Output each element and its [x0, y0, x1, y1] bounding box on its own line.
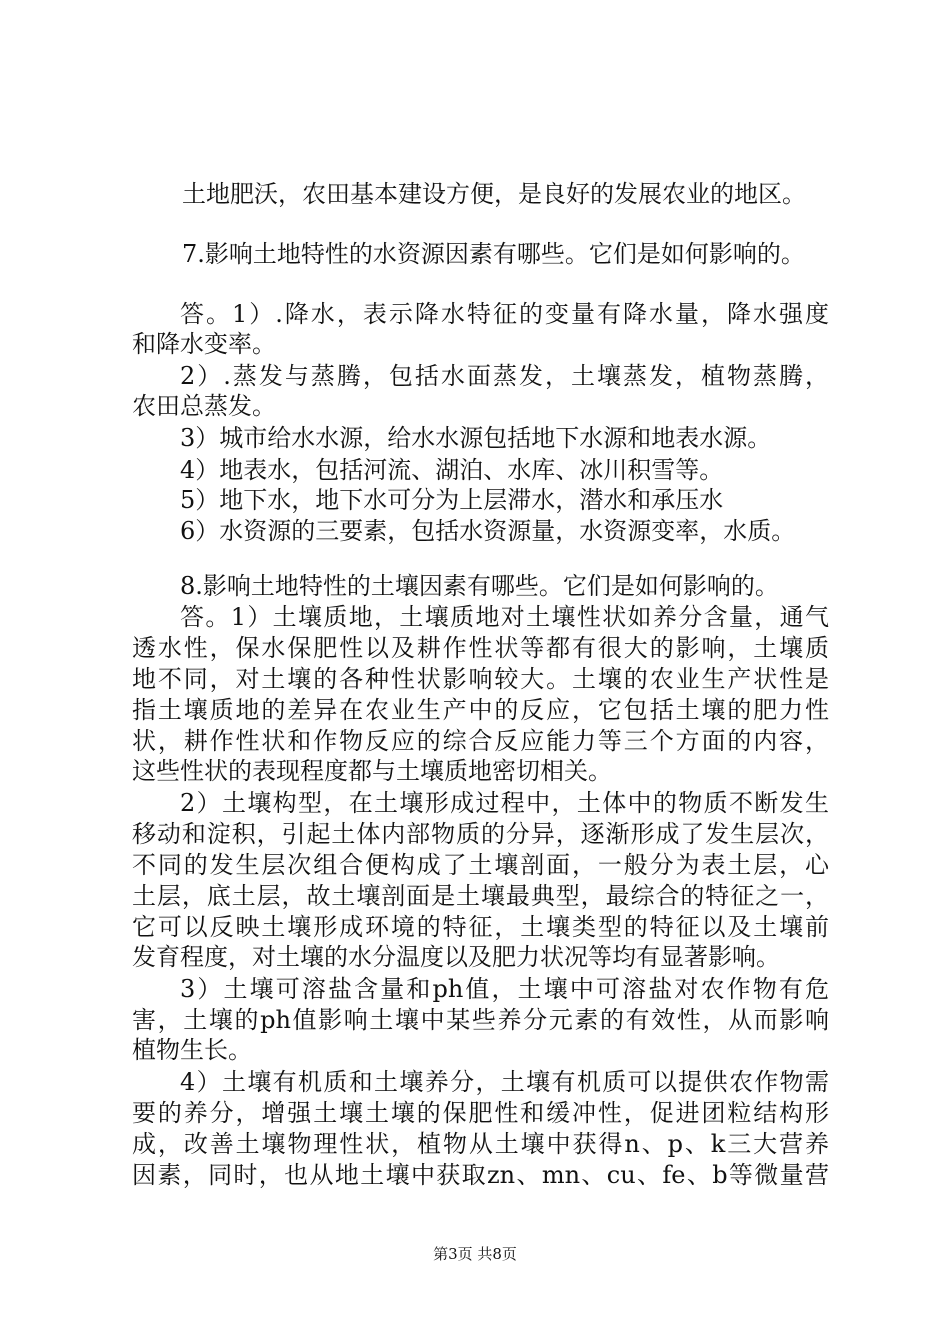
text-line: 土地肥沃，农田基本建设方便，是良好的发展农业的地区。 — [182, 180, 806, 208]
text-line: 害，土壤的ph值影响土壤中某些养分元素的有效性，从而影响 — [132, 1006, 829, 1034]
text-line: 和降水变率。 — [132, 330, 276, 358]
text-line: 土层，底土层，故土壤剖面是土壤最典型，最综合的特征之一， — [132, 882, 829, 910]
text-line: 透水性，保水保肥性以及耕作性状等都有很大的影响，土壤质 — [132, 634, 829, 662]
text-line: 2）土壤构型，在土壤形成过程中，土体中的物质不断发生 — [180, 789, 829, 817]
question-8-heading: 8.影响土地特性的土壤因素有哪些。它们是如何影响的。 — [180, 572, 779, 600]
text-line: 这些性状的表现程度都与土壤质地密切相关。 — [132, 757, 612, 785]
text-line: 2）.蒸发与蒸腾，包括水面蒸发，土壤蒸发，植物蒸腾， — [180, 362, 829, 390]
text-line: 要的养分，增强土壤土壤的保肥性和缓冲性，促进团粒结构形 — [132, 1099, 829, 1127]
text-line: 移动和淀积，引起土体内部物质的分异，逐渐形成了发生层次， — [132, 820, 829, 848]
text-line: 成，改善土壤物理性状，植物从土壤中获得n、p、k三大营养 — [132, 1130, 829, 1158]
question-7-heading: 7.影响土地特性的水资源因素有哪些。它们是如何影响的。 — [182, 240, 805, 268]
text-line: 答。1）.降水，表示降水特征的变量有降水量，降水强度 — [180, 300, 829, 328]
text-line: 不同的发生层次组合便构成了土壤剖面，一般分为表土层，心 — [132, 851, 829, 879]
text-line: 4）土壤有机质和土壤养分，土壤有机质可以提供农作物需 — [180, 1068, 829, 1096]
text-line: 答。1）土壤质地，土壤质地对土壤性状如养分含量，通气 — [180, 603, 829, 631]
text-line: 4）地表水，包括河流、湖泊、水库、冰川积雪等。 — [180, 456, 724, 484]
text-line: 农田总蒸发。 — [132, 392, 276, 420]
text-line: 它可以反映土壤形成环境的特征，土壤类型的特征以及土壤前 — [132, 913, 829, 941]
text-line: 发育程度，对土壤的水分温度以及肥力状况等均有显著影响。 — [132, 943, 780, 971]
page-footer: 第3页 共8页 — [433, 1245, 517, 1263]
text-line: 3）土壤可溶盐含量和ph值，土壤中可溶盐对农作物有危 — [180, 975, 829, 1003]
text-line: 状，耕作性状和作物反应的综合反应能力等三个方面的内容， — [132, 727, 829, 755]
text-line: 因素，同时，也从地土壤中获取zn、mn、cu、fe、b等微量营 — [132, 1161, 829, 1189]
text-line: 5）地下水，地下水可分为上层滞水，潜水和承压水 — [180, 486, 724, 514]
text-line: 植物生长。 — [132, 1036, 252, 1064]
text-line: 地不同，对土壤的各种性状影响较大。土壤的农业生产状性是 — [132, 665, 829, 693]
text-line: 3）城市给水水源，给水水源包括地下水源和地表水源。 — [180, 424, 772, 452]
text-line: 指土壤质地的差异在农业生产中的反应，它包括土壤的肥力性 — [132, 696, 829, 724]
text-line: 6）水资源的三要素，包括水资源量，水资源变率，水质。 — [180, 517, 796, 545]
